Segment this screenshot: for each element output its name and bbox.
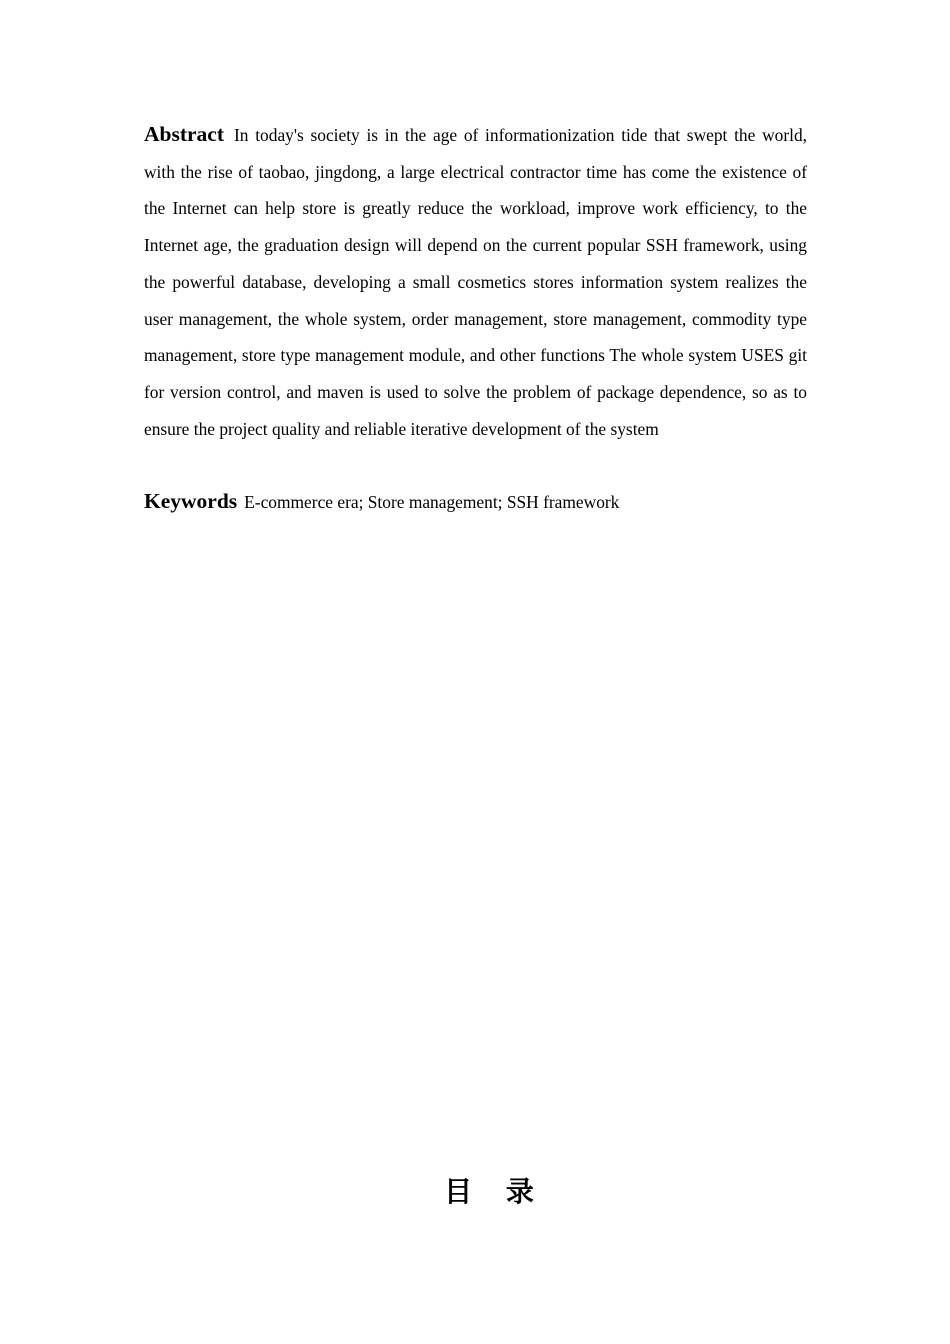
keywords-paragraph xyxy=(144,483,807,520)
abstract-paragraph xyxy=(144,116,807,447)
table-of-contents-title: 目 录 xyxy=(444,1175,546,1208)
keywords-text: E-commerce era; Store management; SSH framework xyxy=(244,492,620,512)
keywords-label: Keywords xyxy=(144,489,238,513)
abstract-label: Abstract xyxy=(144,122,225,146)
abstract-text: In today's society is in the age of informationization tide that swept the world, with the rise of taobao, jingdong, a large electrical contractor time has come the existence of the Internet can help store is greatly reduce the workload, improve work efficiency, to the Internet age, the graduation design will depend on the current popular SSH framework, using the powerful database, developing a small cosmetics stores information system realizes the user management, the whole system, order management, store management, commodity type management, store type management module, and other functions The whole system USES git for version control, and maven is used to solve the problem of package dependence, so as to ensure the project quality and reliable iterative development of the system xyxy=(144,125,807,439)
